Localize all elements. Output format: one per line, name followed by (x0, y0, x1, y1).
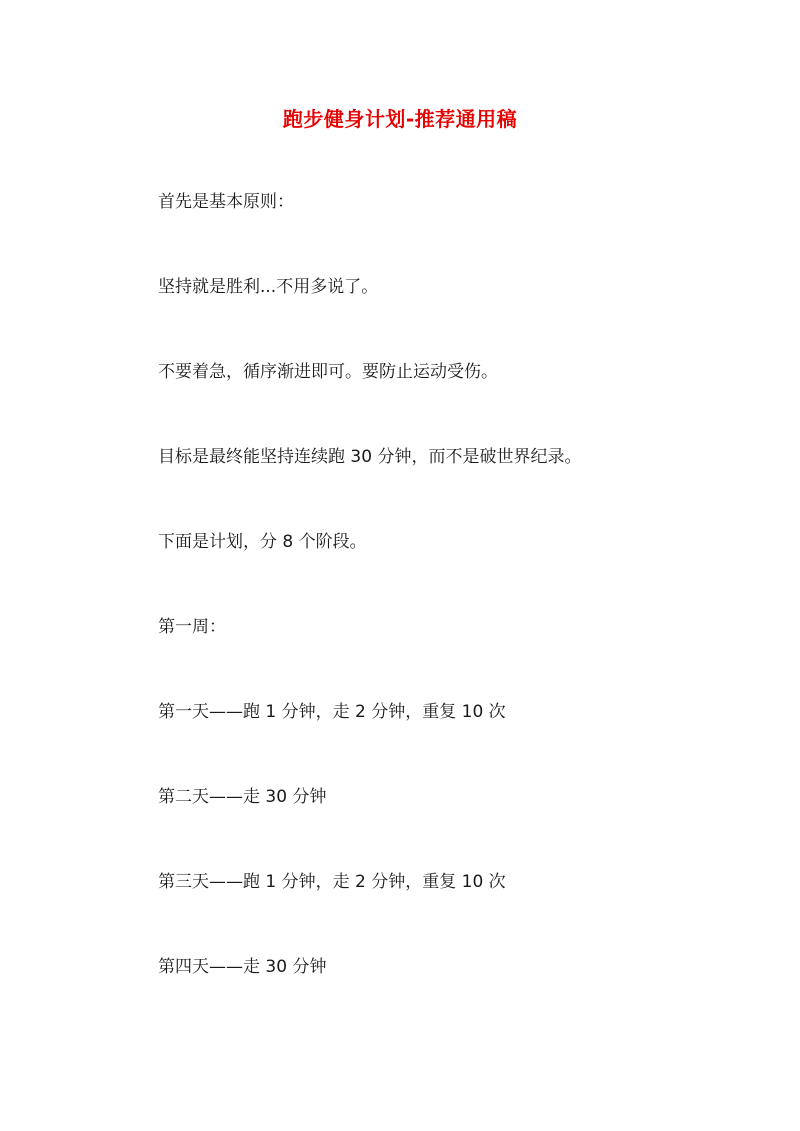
paragraph-day-three: 第三天——跑 1 分钟，走 2 分钟，重复 10 次 (158, 872, 506, 892)
paragraph-principles-heading: 首先是基本原则： (158, 192, 294, 212)
paragraph-gradual: 不要着急，循序渐进即可。要防止运动受伤。 (158, 362, 498, 382)
paragraph-day-four: 第四天——走 30 分钟 (158, 957, 327, 977)
paragraph-goal: 目标是最终能坚持连续跑 30 分钟，而不是破世界纪录。 (158, 447, 582, 467)
paragraph-plan-intro: 下面是计划，分 8 个阶段。 (158, 532, 367, 552)
paragraph-persistence: 坚持就是胜利...不用多说了。 (158, 277, 379, 297)
paragraph-day-two: 第二天——走 30 分钟 (158, 787, 327, 807)
document-title: 跑步健身计划-推荐通用稿 (282, 107, 518, 131)
paragraph-day-one: 第一天——跑 1 分钟，走 2 分钟，重复 10 次 (158, 702, 506, 722)
document-body (158, 187, 748, 1037)
paragraph-week-one: 第一周： (158, 617, 226, 637)
